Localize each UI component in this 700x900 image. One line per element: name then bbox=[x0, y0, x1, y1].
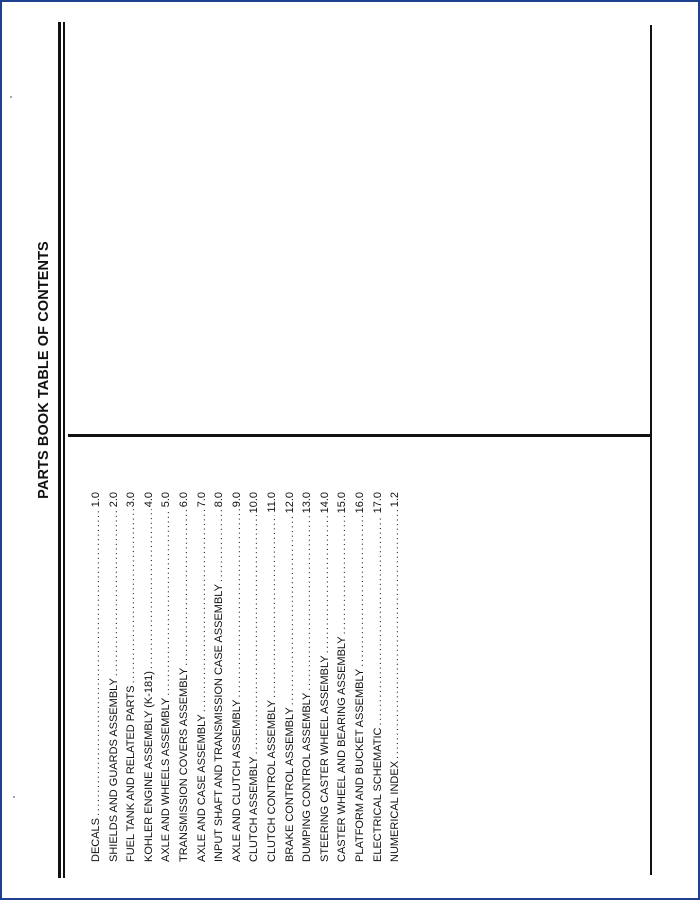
toc-entry-page: 13.0 bbox=[301, 492, 314, 514]
toc-entry-label: DUMPING CONTROL ASSEMBLY bbox=[301, 692, 314, 862]
toc-entry-label: CLUTCH ASSEMBLY bbox=[248, 756, 261, 862]
toc-entry bbox=[88, 492, 106, 862]
toc-entry-page: 16.0 bbox=[353, 492, 366, 514]
dot-leader bbox=[176, 509, 194, 666]
toc-entry-page: 14.0 bbox=[318, 492, 331, 514]
toc-entry-page: 1.0 bbox=[90, 492, 102, 508]
dot-leader bbox=[211, 509, 229, 582]
toc-entry-label: INPUT SHAFT AND TRANSMISSION CASE ASSEMBLY bbox=[213, 584, 226, 862]
toc-entry-page: 7.0 bbox=[195, 492, 208, 508]
toc-entry-label: BRAKE CONTROL ASSEMBLY bbox=[283, 707, 296, 862]
toc-entry bbox=[387, 492, 405, 862]
dot-leader bbox=[282, 515, 300, 705]
toc-entry-label: CASTER WHEEL AND BEARING ASSEMBLY bbox=[336, 636, 349, 862]
toc-entry-label: AXLE AND CLUTCH ASSEMBLY bbox=[230, 699, 243, 862]
dot-leader bbox=[194, 509, 212, 712]
toc-entry bbox=[370, 492, 388, 862]
dot-leader bbox=[370, 515, 388, 725]
toc-entry bbox=[141, 492, 159, 862]
toc-entry bbox=[334, 492, 352, 862]
toc-entry bbox=[264, 492, 282, 862]
toc-entry bbox=[194, 492, 212, 862]
toc-entry bbox=[352, 492, 370, 862]
toc-entry-label: AXLE AND WHEELS ASSEMBLY bbox=[160, 697, 173, 862]
toc-entry bbox=[176, 492, 194, 862]
page-title: PARTS BOOK TABLE OF CONTENTS bbox=[36, 241, 52, 499]
dot-leader bbox=[123, 509, 141, 683]
dot-leader bbox=[158, 509, 176, 695]
toc-entry bbox=[246, 492, 264, 862]
dot-leader bbox=[141, 509, 159, 669]
dot-leader bbox=[264, 515, 282, 698]
dot-leader bbox=[106, 509, 124, 676]
toc-entry-label: AXLE AND CASE ASSEMBLY bbox=[195, 714, 208, 862]
toc-entry-label: ELECTRICAL SCHEMATIC bbox=[371, 727, 384, 862]
toc-entry bbox=[317, 492, 335, 862]
toc-entry-label: PLATFORM AND BUCKET ASSEMBLY bbox=[353, 668, 366, 862]
toc-entry-page: 5.0 bbox=[160, 492, 173, 508]
dot-leader bbox=[229, 509, 247, 697]
dot-leader bbox=[352, 515, 370, 666]
toc-entry-label: NUMERICAL INDEX bbox=[389, 760, 402, 862]
toc-entry-page: 8.0 bbox=[213, 492, 226, 508]
toc-entry-label: CLUTCH CONTROL ASSEMBLY bbox=[265, 700, 278, 862]
toc-entry-page: 17.0 bbox=[371, 492, 384, 514]
toc-entry bbox=[211, 492, 229, 862]
toc-entry-label: FUEL TANK AND RELATED PARTS bbox=[125, 685, 138, 862]
toc-entry-page: 4.0 bbox=[142, 492, 155, 508]
toc-entry bbox=[123, 492, 141, 862]
dot-leader bbox=[246, 515, 264, 754]
toc-entry-label: SHIELDS AND GUARDS ASSEMBLY bbox=[107, 678, 120, 862]
dot-leader bbox=[387, 509, 405, 759]
toc-entry-page: 6.0 bbox=[177, 492, 190, 508]
toc-entry bbox=[299, 492, 317, 862]
toc-entry-label: KOHLER ENGINE ASSEMBLY (K-181) bbox=[142, 671, 155, 862]
toc-entry bbox=[158, 492, 176, 862]
toc-entry-label: DECALS bbox=[90, 817, 102, 862]
toc-entry-page: 2.0 bbox=[107, 492, 120, 508]
toc-entry-page: 11.0 bbox=[265, 492, 278, 513]
toc-entry bbox=[106, 492, 124, 862]
toc-entry bbox=[229, 492, 247, 862]
toc-list bbox=[88, 492, 405, 862]
toc-entry-page: 3.0 bbox=[125, 492, 138, 508]
dot-leader bbox=[317, 515, 335, 653]
toc-entry bbox=[282, 492, 300, 862]
dot-leader bbox=[299, 515, 317, 690]
toc-entry-page: 10.0 bbox=[248, 492, 261, 514]
toc-entry-page: 15.0 bbox=[336, 492, 349, 514]
toc-entry-page: 12.0 bbox=[283, 492, 296, 514]
dot-leader bbox=[334, 515, 352, 634]
toc-entry-label: STEERING CASTER WHEEL ASSEMBLY bbox=[318, 655, 331, 862]
toc-entry-label: TRANSMISSION COVERS ASSEMBLY bbox=[177, 667, 190, 862]
dot-leader bbox=[88, 509, 106, 816]
toc-entry-page: 9.0 bbox=[230, 492, 243, 508]
toc-entry-page: 1.2 bbox=[389, 492, 402, 508]
